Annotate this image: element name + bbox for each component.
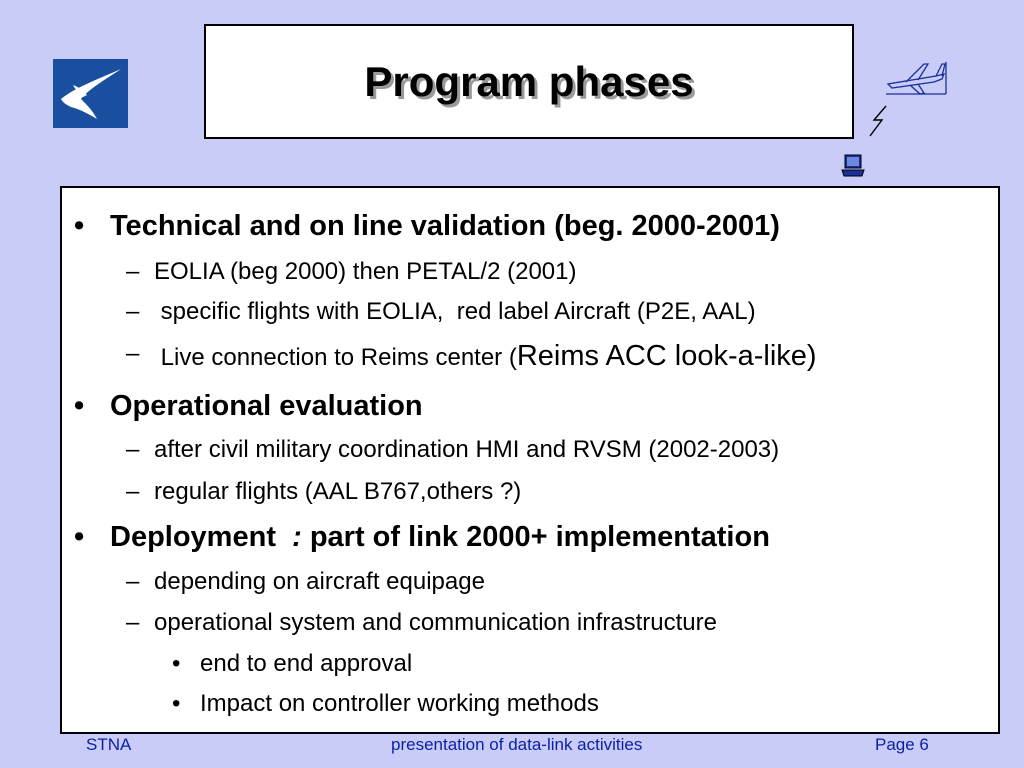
content-box (60, 186, 1000, 734)
sub-bullet-marker: – (126, 478, 140, 505)
lightning-bolt-icon (866, 104, 890, 138)
bullet-text: Technical and on line validation (beg. 2000-2001) (110, 210, 780, 242)
colon: : (292, 521, 302, 553)
bullet-marker: • (74, 210, 85, 242)
sub-bullet-text (154, 340, 817, 373)
sub-bullet-marker: – (126, 340, 140, 367)
reims-acc-text: Reims ACC look-a-like) (516, 340, 817, 372)
sub-bullet-text: EOLIA (beg 2000) then PETAL/2 (2001) (154, 258, 577, 285)
bird-logo-icon (53, 59, 128, 128)
footer-left: STNA (86, 735, 132, 754)
bullet-marker: • (74, 521, 85, 553)
laptop-icon (840, 152, 866, 180)
page-title: Program phases (364, 57, 694, 105)
deployment-label: Deployment (110, 521, 293, 553)
bullet-marker: • (74, 390, 85, 422)
sub-bullet-marker: – (126, 436, 140, 463)
sub-sub-bullet-marker: • (172, 690, 181, 717)
sub-bullet-text: regular flights (AAL B767,others ?) (154, 478, 522, 505)
sub-bullet-marker: – (126, 298, 140, 325)
title-box (204, 24, 854, 139)
sub-sub-bullet-marker: • (172, 650, 181, 677)
sub-bullet-text: depending on aircraft equipage (154, 568, 485, 595)
reims-text: Live connection to Reims center ( (154, 344, 517, 371)
sub-bullet-marker: – (126, 609, 140, 636)
stna-logo (53, 59, 128, 128)
sub-bullet-text: after civil military coordination HMI and RVSM (2002-2003) (154, 436, 780, 463)
sub-bullet-marker: – (126, 568, 140, 595)
sub-sub-bullet-text: Impact on controller working methods (200, 690, 599, 717)
sub-bullet-text: operational system and communication infrastructure (154, 609, 717, 636)
footer-center: presentation of data-link activities (391, 735, 643, 754)
sub-bullet-marker: – (126, 258, 140, 285)
airplane-icon (884, 58, 948, 98)
bullet-text: Operational evaluation (110, 390, 423, 422)
bullet-text (110, 521, 770, 554)
deployment-text: part of link 2000+ implementation (301, 521, 770, 553)
sub-sub-bullet-text: end to end approval (200, 650, 413, 677)
sub-bullet-text: specific flights with EOLIA, red label Aircraft (P2E, AAL) (154, 298, 756, 325)
footer-page-number: Page 6 (875, 735, 929, 754)
